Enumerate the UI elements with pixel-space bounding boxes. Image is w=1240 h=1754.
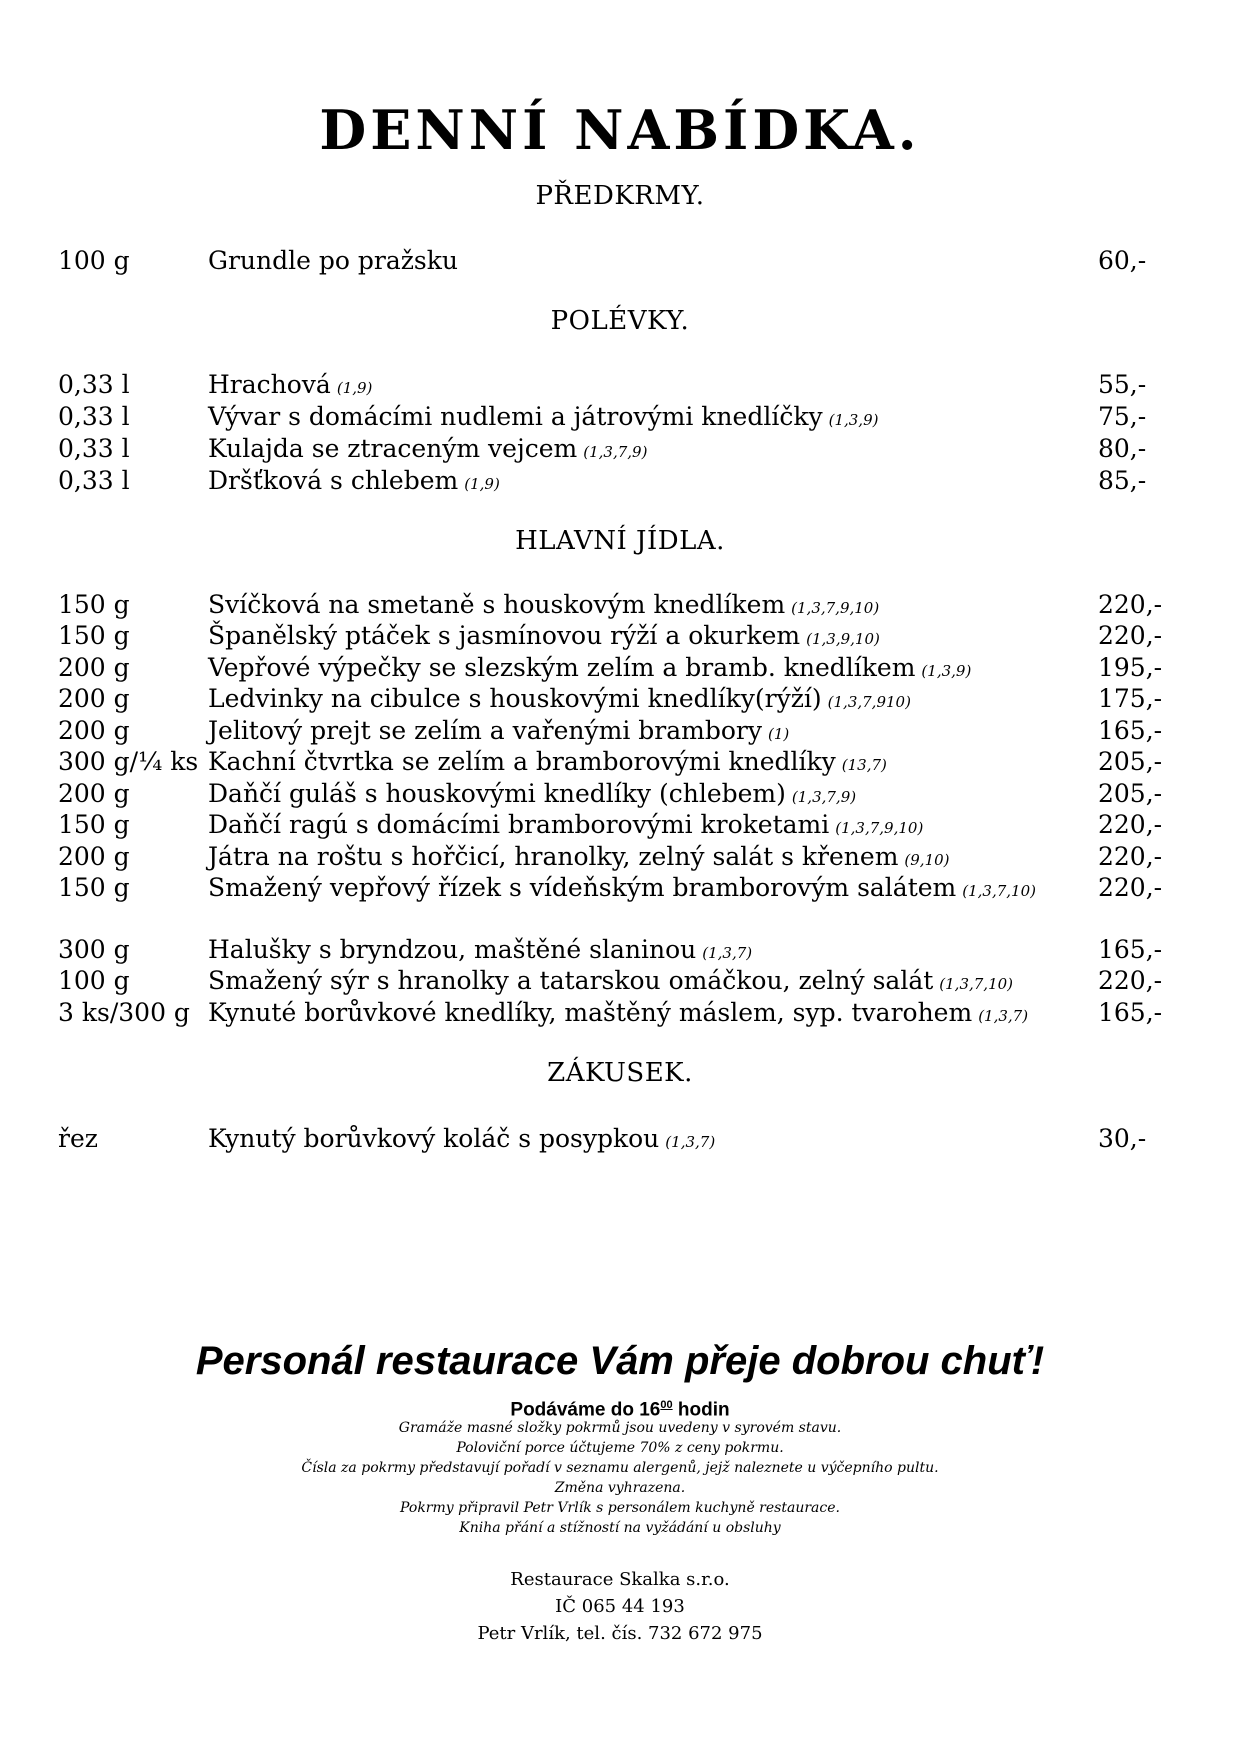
- item-allergens: (1,3,7,9): [791, 788, 857, 806]
- item-price: 30,-: [1098, 1124, 1147, 1153]
- item-name: Kynuté borůvkové knedlíky, maštěný máslem, syp. tvarohem: [208, 998, 973, 1027]
- item-price: 165,-: [1098, 935, 1163, 964]
- note-line: Změna vyhrazena.: [554, 1480, 686, 1496]
- item-name: Kulajda se ztraceným vejcem: [208, 434, 578, 463]
- serving-hours-prefix: Podáváme do 16: [510, 1399, 661, 1421]
- item-allergens: (1,3,7): [665, 1133, 716, 1151]
- item-name: Vepřové výpečky se slezským zelím a bramb. knedlíkem: [208, 653, 916, 682]
- item-price: 165,-: [1098, 998, 1163, 1027]
- item-quantity: 150 g: [58, 590, 130, 619]
- item-name: Svíčková na smetaně s houskovým knedlíkem: [208, 590, 786, 619]
- item-name: Smažený sýr s hranolky a tatarskou omáčkou, zelný salát: [208, 966, 934, 995]
- item-allergens: (1,3,7,10): [962, 882, 1036, 900]
- item-name-wrap: [208, 243, 458, 279]
- menu-item: [0, 463, 1240, 499]
- section-heading: HLAVNÍ JÍDLA.: [515, 526, 725, 556]
- item-name: Ledvinky na cibulce s houskovými knedlíky(rýží): [208, 684, 822, 713]
- section-heading: ZÁKUSEK.: [547, 1058, 693, 1088]
- menu-item: [0, 963, 1240, 999]
- item-allergens: (13,7): [841, 756, 887, 774]
- item-price: 80,-: [1098, 434, 1147, 463]
- item-allergens: (9,10): [904, 851, 950, 869]
- item-name-wrap: [208, 1121, 715, 1160]
- note-line: Kniha přání a stížností na vyžádání u obsluhy: [459, 1520, 781, 1536]
- item-name: Jelitový prejt se zelím a vařenými brambory: [208, 716, 762, 745]
- menu-item: [0, 744, 1240, 780]
- item-name: Vývar s domácími nudlemi a játrovými knedlíčky: [208, 402, 823, 431]
- menu-item: [0, 870, 1240, 906]
- item-name: Dršťková s chlebem: [208, 466, 459, 495]
- item-quantity: 300 g: [58, 935, 130, 964]
- item-allergens: (1,3,9): [828, 411, 879, 429]
- item-name: Grundle po pražsku: [208, 246, 458, 275]
- note-line: Gramáže masné složky pokrmů jsou uvedeny v syrovém stavu.: [398, 1420, 842, 1436]
- item-name: Kachní čtvrtka se zelím a bramborovými knedlíky: [208, 747, 836, 776]
- item-name-wrap: [208, 463, 500, 502]
- item-quantity: 0,33 l: [58, 434, 130, 463]
- item-price: 55,-: [1098, 370, 1147, 399]
- item-price: 220,-: [1098, 966, 1163, 995]
- item-price: 195,-: [1098, 653, 1163, 682]
- footer-notes: [0, 1418, 1240, 1538]
- item-quantity: 3 ks/300 g: [58, 998, 190, 1027]
- item-quantity: 200 g: [58, 684, 130, 713]
- item-quantity: řez: [58, 1124, 98, 1153]
- item-name: Daňčí ragú s domácími bramborovými kroketami: [208, 810, 830, 839]
- page-title: DENNÍ NABÍDKA.: [319, 98, 921, 162]
- note-line: Poloviční porce účtujeme 70% z ceny pokrmu.: [456, 1440, 784, 1456]
- menu-item: [0, 367, 1240, 403]
- item-price: 75,-: [1098, 402, 1147, 431]
- item-allergens: (1,3,7,9,10): [791, 599, 880, 617]
- item-quantity: 150 g: [58, 621, 130, 650]
- note-line: Pokrmy připravil Petr Vrlík s personálem kuchyně restaurace.: [400, 1500, 840, 1516]
- item-allergens: (1): [767, 725, 790, 743]
- item-allergens: (1,3,7): [978, 1007, 1029, 1025]
- item-allergens: (1,9): [336, 379, 373, 397]
- item-allergens: (1,9): [464, 475, 500, 493]
- item-quantity: 300 g/¼ ks: [58, 747, 199, 776]
- item-price: 165,-: [1098, 716, 1163, 745]
- item-price: 220,-: [1098, 810, 1163, 839]
- serving-hours-suffix: hodin: [672, 1399, 730, 1421]
- item-allergens: (1,3,9): [921, 662, 972, 680]
- menu-item: [0, 995, 1240, 1031]
- contact-info: [0, 1566, 1240, 1647]
- item-allergens: (1,3,7): [702, 944, 753, 962]
- item-quantity: 0,33 l: [58, 402, 130, 431]
- item-quantity: 200 g: [58, 842, 130, 871]
- item-quantity: 200 g: [58, 779, 130, 808]
- item-name: Daňčí guláš s houskovými knedlíky (chlebem): [208, 779, 786, 808]
- slogan: Personál restaurace Vám přeje dobrou chuť!: [195, 1339, 1045, 1383]
- item-price: 175,-: [1098, 684, 1163, 713]
- menu-item: [0, 681, 1240, 717]
- item-price: 220,-: [1098, 873, 1163, 902]
- item-name: Španělský ptáček s jasmínovou rýží a okurkem: [208, 621, 801, 650]
- company-id: IČ 065 44 193: [555, 1596, 685, 1617]
- menu-item: [0, 243, 1240, 279]
- menu-item: [0, 807, 1240, 843]
- item-name-wrap: [208, 870, 1036, 909]
- item-price: 205,-: [1098, 747, 1163, 776]
- section-heading: PŘEDKRMY.: [535, 181, 705, 211]
- menu-item: [0, 618, 1240, 654]
- item-allergens: (1,3,7,10): [939, 975, 1014, 993]
- contact-phone: Petr Vrlík, tel. čís. 732 672 975: [477, 1623, 763, 1644]
- menu-item: [0, 431, 1240, 467]
- item-price: 220,-: [1098, 621, 1163, 650]
- item-price: 220,-: [1098, 842, 1163, 871]
- item-price: 205,-: [1098, 779, 1163, 808]
- item-quantity: 150 g: [58, 873, 130, 902]
- item-quantity: 0,33 l: [58, 466, 130, 495]
- item-name: Játra na roštu s hořčicí, hranolky, zelný salát s křenem: [208, 842, 899, 871]
- item-quantity: 200 g: [58, 653, 130, 682]
- item-allergens: (1,3,9,10): [806, 630, 880, 648]
- item-quantity: 100 g: [58, 966, 130, 995]
- item-quantity: 100 g: [58, 246, 130, 275]
- menu-item: [0, 399, 1240, 435]
- item-allergens: (1,3,7,9): [583, 443, 648, 461]
- item-name-wrap: [208, 995, 1028, 1034]
- item-name: Halušky s bryndzou, maštěné slaninou: [208, 935, 697, 964]
- item-name: Smažený vepřový řízek s vídeňským bramborovým salátem: [208, 873, 957, 902]
- item-allergens: (1,3,7,9,10): [835, 819, 924, 837]
- item-name: Kynutý borůvkový koláč s posypkou: [208, 1124, 660, 1153]
- item-name: Hrachová: [208, 370, 331, 399]
- item-price: 60,-: [1098, 246, 1147, 275]
- item-price: 220,-: [1098, 590, 1163, 619]
- item-allergens: (1,3,7,910): [827, 693, 911, 711]
- note-line: Čísla za pokrmy představují pořadí v seznamu alergenů, jejž naleznete u výčepního pultu.: [301, 1460, 939, 1476]
- menu-item: [0, 1121, 1240, 1157]
- serving-hours-minutes: 00: [660, 1399, 673, 1411]
- item-price: 85,-: [1098, 466, 1147, 495]
- section-heading: POLÉVKY.: [550, 306, 690, 336]
- company-name: Restaurace Skalka s.r.o.: [510, 1569, 730, 1590]
- item-quantity: 200 g: [58, 716, 130, 745]
- item-quantity: 150 g: [58, 810, 130, 839]
- item-quantity: 0,33 l: [58, 370, 130, 399]
